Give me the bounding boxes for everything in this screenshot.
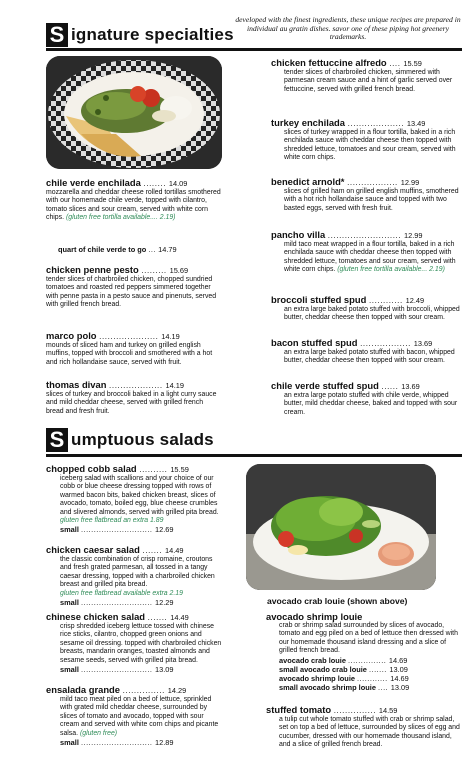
item-title: bacon stuffed spud	[271, 337, 358, 348]
item-description: an extra large baked potato stuffed with broccoli, whipped butter, cheddar cheese then topped with sour cream.	[284, 306, 460, 322]
item-title: chile verde enchilada	[46, 177, 141, 188]
item-price: 14.19	[165, 381, 184, 390]
item-title-line: stuffed tomato ............... 14.59	[266, 704, 398, 715]
item-title: chicken caesar salad	[46, 544, 140, 555]
item-description: mozzarella and cheddar cheese rolled tortillas smothered with our homemade chile verde, topped with cilantro, tomato slices and sour cream, served with white corn chips. (gluten free tortilla available.... 2.19)	[46, 189, 221, 222]
item-title: chinese chicken salad	[46, 611, 146, 622]
menu-item-chicken-caesar-salad	[46, 544, 222, 607]
item-title: marco polo	[46, 330, 97, 341]
menu-item-marco-polo	[46, 330, 222, 367]
item-title: chicken penne pesto	[46, 264, 139, 275]
menu-item-chopped-cobb-salad	[46, 463, 222, 534]
item-title-line: turkey enchilada .................... 13.49	[271, 117, 426, 128]
item-description: tender slices of charbroiled chicken, simmered with parmesan cream sauce and a hint of garlic served over fettuccine, served with grilled french bread.	[284, 69, 453, 93]
item-title: thomas divan	[46, 379, 107, 390]
louie-option-line: avocado crab louie ............... 14.69	[279, 655, 408, 665]
menu-item-stuffed-tomato	[266, 704, 462, 750]
item-title-line: chicken caesar salad ....... 14.49	[46, 544, 184, 555]
menu-item-broccoli-stuffed-spud	[271, 294, 461, 323]
item-description: crisp shredded iceberg lettuce tossed with chinese rice sticks, cilantro, chopped green onions and sesame oil dressing. topped with charbroiled chicken breasts, mandarin oranges, toasted almonds and sesame seeds, served with grilled pita bread.	[60, 623, 222, 664]
item-price: 14.19	[161, 332, 180, 341]
menu-item-thomas-divan	[46, 379, 222, 416]
item-title-line: pancho villa .......................... 12.99	[271, 229, 423, 240]
menu-item-bacon-stuffed-spud	[271, 337, 461, 366]
item-price: 13.69	[413, 339, 433, 348]
photo-caption: avocado crab louie (shown above)	[267, 596, 408, 606]
option-price: 13.09	[389, 664, 408, 674]
menu-item-chile-verde-enchilada	[46, 177, 222, 223]
small-price: 12.69	[155, 525, 174, 535]
item-price: 12.99	[404, 231, 423, 240]
item-price: 12.49	[405, 296, 425, 305]
heading-text: ignature specialties	[71, 25, 234, 44]
item-title-line: chopped cobb salad .......... 15.59	[46, 463, 189, 474]
gluten-free-note: (gluten free tortilla available.... 2.19)	[65, 214, 176, 222]
louie-option-line: small avocado crab louie ....... 13.09	[279, 664, 408, 674]
small-price: 12.89	[155, 738, 174, 748]
item-title: avocado shrimp louie	[266, 611, 363, 622]
item-description: slices of grilled ham on grilled english muffins, smothered with a hot rich hollandaise sauce and topped with two basted eggs, served with fresh fruit.	[284, 188, 459, 212]
section-divider	[46, 454, 462, 457]
item-title: benedict arnold*	[271, 176, 345, 187]
menu-item-turkey-enchilada	[271, 117, 461, 163]
menu-item-chinese-chicken-salad	[46, 611, 222, 674]
item-price: 15.59	[403, 59, 422, 68]
item-price: 14.09	[168, 179, 188, 188]
signature-heading	[46, 23, 234, 47]
item-title-line: ensalada grande ............... 14.29	[46, 684, 187, 695]
item-title-line: chicken penne pesto ......... 15.69	[46, 264, 189, 275]
small-size-line: small ............................ 13.09	[60, 665, 174, 675]
menu-item-pancho-villa	[271, 229, 461, 275]
small-size-line: small ............................ 12.29	[60, 598, 174, 608]
item-title: quart of chile verde to go	[58, 245, 147, 254]
item-title: stuffed tomato	[266, 704, 332, 715]
salads-heading	[46, 428, 214, 452]
item-title-line: broccoli stuffed spud ............ 12.49	[271, 294, 425, 305]
menu-item-chicken-penne-pesto	[46, 264, 222, 310]
menu-item-chile-verde-stuffed-spud	[271, 380, 461, 417]
item-price: 13.69	[401, 382, 420, 391]
menu-item-avocado-shrimp-louie	[266, 611, 462, 692]
item-price: 14.59	[378, 706, 398, 715]
gluten-free-note: (gluten free)	[79, 729, 118, 737]
heading-text: umptuous salads	[71, 430, 214, 449]
item-title: chicken fettuccine alfredo	[271, 57, 387, 68]
gluten-free-note: gluten free flatbread an extra 1.89	[60, 517, 164, 525]
heading-initial: S	[46, 428, 68, 452]
menu-item-benedict-arnold	[271, 176, 461, 213]
item-price: 15.59	[170, 465, 189, 474]
item-title: pancho villa	[271, 229, 326, 240]
item-title-line: marco polo ..................... 14.19	[46, 330, 180, 341]
item-title-line: chile verde enchilada ........ 14.09	[46, 177, 188, 188]
option-price: 14.69	[388, 655, 408, 665]
item-price: 14.49	[165, 546, 184, 555]
item-title-line: quart of chile verde to go ... 14.79	[58, 245, 177, 254]
item-title-line: thomas divan ................... 14.19	[46, 379, 184, 390]
item-title-line: bacon stuffed spud .................. 13.69	[271, 337, 433, 348]
item-price: 14.79	[158, 245, 177, 254]
louie-option-line: avocado shrimp louie ............ 14.69	[279, 673, 409, 683]
small-size-line: small ............................ 12.89	[60, 738, 174, 748]
item-description: slices of turkey and broccoli baked in a light curry sauce and mild cheddar cheese, served with grilled french bread and fresh fruit.	[46, 391, 217, 415]
item-price: 14.29	[167, 686, 187, 695]
item-description: iceberg salad with scallions and your choice of our cobb or blue cheese dressing topped with rows of warmed bacon bits, baked chicken breast, slices of avocado, tomato, boiled egg, blue cheese crumbles and slivered almonds, served with grilled pita bread.	[60, 475, 219, 516]
item-title-line: benedict arnold* .................. 12.99	[271, 176, 420, 187]
item-price: 15.69	[169, 266, 189, 275]
menu-item-quart-chile-verde	[58, 245, 222, 254]
small-price: 13.09	[155, 665, 174, 675]
item-description: crab or shrimp salad surrounded by slices of avocado, tomato and egg piled on a bed of lettuce then dressed with our homemade thousand island dressing and a slice of grilled french bread.	[279, 622, 458, 655]
item-description: a tulip cut whole tomato stuffed with crab or shrimp salad, set on top a bed of lettuce, surrounded by slices of egg and cucumber, dressed with our homemade thousand island, and a slice of grilled french bread.	[279, 716, 460, 749]
item-description: tender slices of charbroiled chicken, chopped sundried tomatoes and roasted red peppers simmered together with penne pasta in a pesto sauce and pinenuts, served with grilled french bread.	[46, 276, 217, 309]
gluten-free-note: gluten free flatbread available extra 2.19	[60, 589, 183, 597]
item-price: 12.99	[400, 178, 420, 187]
item-title: ensalada grande	[46, 684, 120, 695]
item-title: broccoli stuffed spud	[271, 294, 367, 305]
item-description: mounds of sliced ham and turkey on grilled english muffins, topped with broccoli and smothered with a hot and rich hollandaise sauce, served with fruit.	[46, 342, 213, 366]
item-description: slices of turkey wrapped in a flour tortilla, baked in a rich enchilada sauce with cheddar cheese then topped with shredded lettuce, tomatoes and sour cream, served with white corn chips.	[284, 129, 456, 162]
item-description: the classic combination of crisp romaine, croutons and fresh grated parmesan, all tossed in a tangy caesar dressing, topped with a charbroiled chicken breast and grilled pita bread.	[60, 556, 215, 589]
salad-plate-photo	[246, 464, 436, 590]
item-title-line: chile verde stuffed spud ...... 13.69	[271, 380, 420, 391]
item-title-line: chicken fettuccine alfredo .... 15.59	[271, 57, 422, 68]
item-description: an extra large baked potato stuffed with bacon, whipped butter, cheddar cheese then topped with sour cream.	[284, 349, 455, 365]
item-price: 13.49	[406, 119, 426, 128]
item-description: mild taco meat piled on a bed of lettuce, sprinkled with grated mild cheddar cheese, surrounded by slices of tomato and avocado, topped with sour cream and served with white corn chips and picante salsa. (gluten free)	[60, 696, 219, 737]
option-price: 13.09	[390, 682, 410, 692]
menu-item-ensalada-grande	[46, 684, 222, 747]
signature-tagline: developed with the finest ingredients, these unique recipes are prepared in individual au gratin dishes. savor one of these piping hot greenery trademarks.	[235, 15, 461, 42]
item-title: chile verde stuffed spud	[271, 380, 379, 391]
gluten-free-note: (gluten free tortilla available... 2.19)	[337, 266, 445, 274]
section-divider	[46, 48, 462, 51]
item-title-line: chinese chicken salad ....... 14.49	[46, 611, 189, 622]
menu-item-chicken-fettuccine-alfredo	[271, 57, 461, 94]
item-description: mild taco meat wrapped in a flour tortilla, baked in a rich enchilada sauce with cheddar cheese then topped with shredded lettuce, tomatoes and sour cream, served with white corn chips. (gluten free tortilla available... 2.19)	[284, 241, 456, 274]
option-price: 14.69	[390, 673, 409, 683]
item-title: turkey enchilada	[271, 117, 345, 128]
item-price: 14.49	[170, 613, 189, 622]
item-title: chopped cobb salad	[46, 463, 137, 474]
small-size-line: small ............................ 12.69	[60, 525, 174, 535]
item-description: an extra large potato stuffed with chile verde, whipped butter, mild cheddar cheese, baked and topped with sour cream.	[284, 392, 458, 416]
enchilada-plate-photo	[46, 56, 222, 169]
heading-initial: S	[46, 23, 68, 47]
small-price: 12.29	[155, 598, 174, 608]
louie-option-line: small avocado shrimp louie .... 13.09	[279, 682, 410, 692]
